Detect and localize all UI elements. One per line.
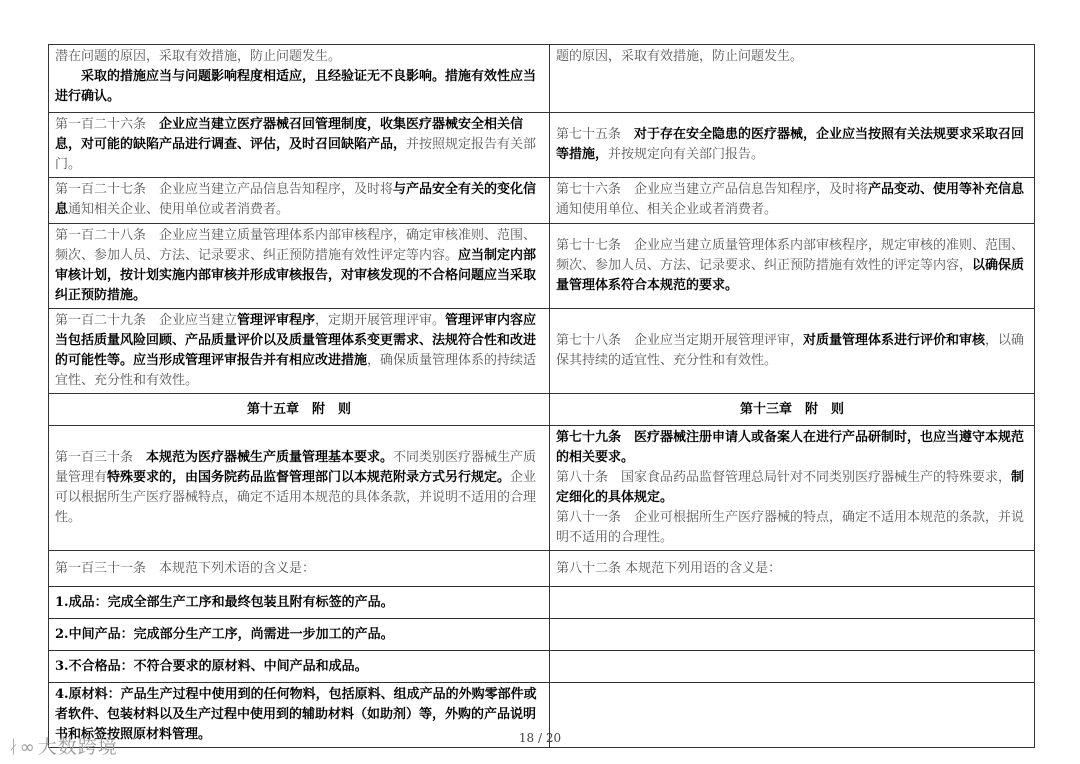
empty-cell	[550, 619, 1035, 651]
left-cell	[49, 113, 550, 178]
chapter-heading: 第十三章 附 则	[550, 394, 1035, 426]
clause-text: 潜在问题的原因，采取有效措施，防止问题发生。	[55, 49, 342, 64]
table-row	[49, 178, 1035, 224]
left-cell	[49, 45, 550, 113]
empty-cell	[550, 651, 1035, 683]
clause-text-emphasis: 采取的措施应当与问题影响程度相适应，且经验证无不良影响。措施有效性应当进行确认。	[55, 69, 537, 104]
left-cell	[49, 224, 550, 309]
right-cell	[550, 309, 1035, 394]
clause-text: 第七十八条 企业应当定期开展管理评审，	[556, 333, 804, 348]
clause-text-emphasis: 管理评审内容应当包括质量风险回顾、产品质量评价以及质量管理体系变更需求、法规符合性和改进的可能性等。应当形成管理评审报告并有相应改进措施	[55, 313, 537, 368]
page-number: 18 / 20	[518, 731, 562, 745]
left-cell	[49, 309, 550, 394]
clause-text: 第一百二十八条 企业应当建立质量管理体系内部审核程序，确定审核准则、范围、频次、参加人员、方法、记录要求、纠正预防措施有效性评定等内容。	[55, 228, 537, 263]
comparison-table	[48, 44, 1035, 748]
table-row	[49, 619, 1035, 651]
clause-number: 第七十五条	[556, 127, 635, 142]
definition-item: 4.原材料：产品生产过程中使用到的任何物料，包括原料、组成产品的外购零部件或者软件、包装材料以及生产过程中使用到的辅助材料（如助剂）等，外购的产品说明书和标签按照原材料管理。	[49, 683, 550, 748]
table-row	[49, 394, 1035, 426]
clause-text: 企业可以根据所生产医疗器械特点，确定不适用本规范的具体条款，并说明不适用的合理性。	[55, 470, 537, 525]
clause-text: 第八十一条 企业可根据所生产医疗器械的特点，确定不适用本规范的条款，并说明不适用的合理性。	[556, 510, 1025, 545]
clause-text: 通知使用单位、相关企业或者消费者。	[556, 202, 778, 217]
clause-number: 第七十九条	[556, 430, 635, 445]
clause-text: 第一百二十七条 企业应当建立产品信息告知程序，及时将	[55, 182, 394, 197]
clause-text-emphasis: 对质量管理体系进行评价和审核	[803, 333, 986, 348]
clause-text-emphasis: 产品变动、使用等补充信息	[868, 182, 1025, 197]
clause-text: 并按规定向有关部门报告。	[608, 147, 765, 162]
clause-text: 并按照规定报告有关部门。	[55, 137, 537, 172]
right-cell	[550, 178, 1035, 224]
clause-text: 第八十条 国家食品药品监督管理总局针对不同类别医疗器械生产的特殊要求，	[556, 470, 1012, 485]
right-cell	[550, 426, 1035, 551]
clause-text: 第七十七条 企业应当建立质量管理体系内部审核程序，规定审核的准则、范围、频次、参加人员、方法、记录要求、纠正预防措施有效性的评定等内容，	[556, 238, 1025, 273]
table-row	[49, 587, 1035, 619]
clause-text: 不同类别医疗器械生产质量管理有	[55, 450, 537, 485]
clause-text: 题的原因，采取有效措施，防止问题发生。	[556, 49, 804, 64]
right-cell	[550, 224, 1035, 309]
chat-bubble-icon: ᛅ∞	[8, 737, 36, 758]
chapter-heading: 第十五章 附 则	[49, 394, 550, 426]
clause-text-emphasis: 企业应当建立医疗器械召回管理制度，收集医疗器械安全相关信息，对可能的缺陷产品进行调查、评估，及时召回缺陷产品，	[55, 117, 524, 152]
clause-text-emphasis: 对于存在安全隐患的医疗器械，企业应当按照有关法规要求采取召回等措施，	[556, 127, 1025, 162]
clause-text-emphasis: 管理评审程序	[237, 313, 316, 328]
clause-text: 第七十六条 企业应当建立产品信息告知程序，及时将	[556, 182, 869, 197]
clause-text: 第一百二十九条 企业应当建立	[55, 313, 238, 328]
clause-text-emphasis: 应当制定内部审核计划，按计划实施内部审核并形成审核报告，对审核发现的不合格问题应当采取纠正预防措施。	[55, 248, 537, 303]
left-cell	[49, 178, 550, 224]
clause-text-emphasis: 以确保质量管理体系符合本规范的要求。	[556, 258, 1025, 293]
table-row	[49, 551, 1035, 587]
watermark-logo	[8, 732, 118, 759]
watermark-brand-text: 大数跨境	[37, 736, 118, 758]
clause-number: 第一百三十条	[55, 450, 147, 465]
clause-text: ，以确保其持续的适宜性、充分性和有效性。	[556, 333, 1025, 368]
clause-text-emphasis: 与产品安全有关的变化信息	[55, 182, 537, 217]
table-row	[49, 45, 1035, 113]
clause-text-emphasis: 医疗器械注册申请人或备案人在进行产品研制时，也应当遵守本规范的相关要求。	[556, 430, 1025, 465]
empty-cell	[550, 587, 1035, 619]
clause-text-emphasis: 特殊要求的，由国务院药品监督管理部门以本规范附录方式另行规定。	[107, 470, 511, 485]
clause-text: ，确保质量管理体系的持续适宜性、充分性和有效性。	[55, 353, 537, 388]
definition-item: 3.不合格品：不符合要求的原材料、中间产品和成品。	[49, 651, 550, 683]
clause-number: 第一百二十六条	[55, 117, 160, 132]
term-intro: 第一百三十一条 本规范下列术语的含义是：	[49, 551, 550, 587]
table-row	[49, 426, 1035, 551]
clause-text: 通知相关企业、使用单位或者消费者。	[68, 202, 290, 217]
table-row	[49, 309, 1035, 394]
definition-item: 1.成品：完成全部生产工序和最终包装且附有标签的产品。	[49, 587, 550, 619]
definition-item: 2.中间产品：完成部分生产工序，尚需进一步加工的产品。	[49, 619, 550, 651]
table-row	[49, 113, 1035, 178]
clause-text: ，定期开展管理评审。	[315, 313, 446, 328]
clause-text-emphasis: 本规范为医疗器械生产质量管理基本要求。	[146, 450, 394, 465]
table-row	[49, 224, 1035, 309]
right-cell	[550, 45, 1035, 113]
right-cell	[550, 113, 1035, 178]
left-cell	[49, 426, 550, 551]
term-intro: 第八十二条 本规范下列用语的含义是：	[550, 551, 1035, 587]
table-row	[49, 651, 1035, 683]
clause-text-emphasis: 制定细化的具体规定。	[556, 470, 1025, 505]
